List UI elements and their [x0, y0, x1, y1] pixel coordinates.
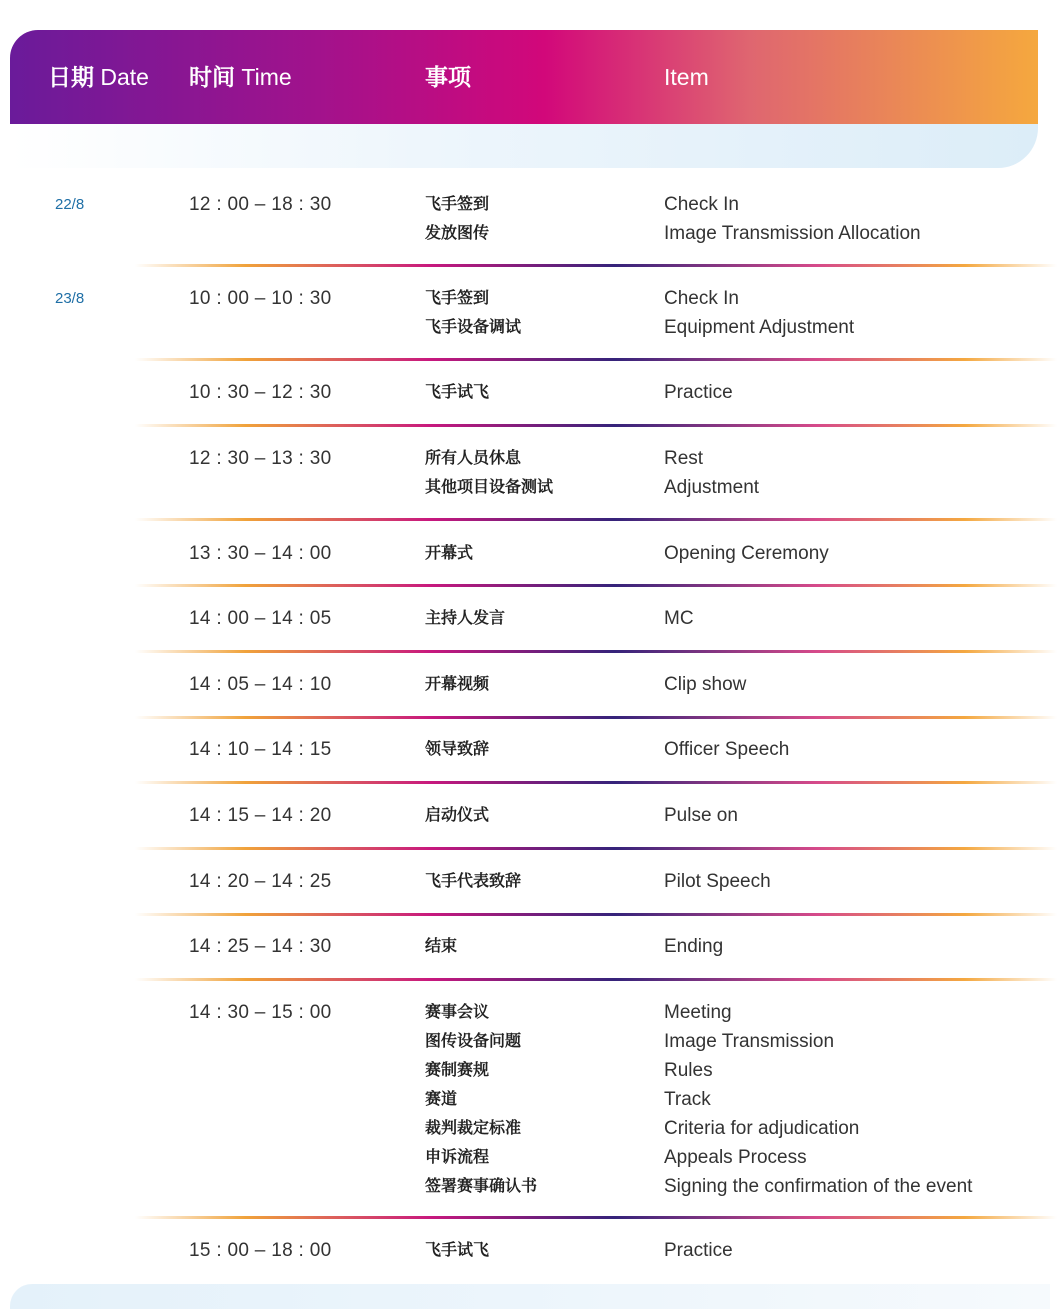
item-cn-line: 启动仪式 [425, 807, 490, 824]
item-cn-line: 飞手签到 [425, 196, 490, 213]
row-item-cn [425, 604, 645, 633]
item-en-line: Practice [664, 382, 733, 403]
row-time: 14 : 00 – 14 : 05 [189, 608, 332, 629]
item-en-line: Rest [664, 448, 704, 469]
item-cn-line: 开幕视频 [425, 676, 490, 693]
item-en-line: Signing the confirmation of the event [664, 1176, 973, 1197]
item-cn-line: 飞手试飞 [425, 384, 490, 401]
item-cn-line: 赛制赛规 [425, 1062, 490, 1079]
header-date-cn: 日期 [48, 64, 94, 90]
row-date: 23/8 [55, 290, 85, 307]
item-en-line: Practice [664, 1240, 733, 1261]
row-divider [135, 978, 1057, 981]
header-underband [10, 124, 1038, 168]
row-item-en [664, 444, 1054, 502]
header-item-cn-label: 事项 [425, 64, 471, 90]
item-cn-line: 发放图传 [425, 225, 490, 242]
item-cn-line: 裁判裁定标准 [425, 1120, 522, 1137]
row-item-en [664, 604, 1054, 633]
row-item-en [664, 1236, 1054, 1265]
row-time: 12 : 00 – 18 : 30 [189, 194, 332, 215]
row-time: 14 : 25 – 14 : 30 [189, 936, 332, 957]
row-item-en [664, 867, 1054, 896]
row-item-en [664, 735, 1054, 764]
row-time: 10 : 00 – 10 : 30 [189, 288, 332, 309]
item-en-line: Image Transmission [664, 1031, 835, 1052]
row-item-cn [425, 801, 645, 830]
row-item-cn [425, 1236, 645, 1265]
row-divider [135, 650, 1057, 653]
row-item-en [664, 670, 1054, 699]
row-item-cn [425, 378, 645, 407]
item-en-line: Check In [664, 288, 739, 309]
item-en-line: Track [664, 1089, 711, 1110]
row-time: 14 : 20 – 14 : 25 [189, 871, 332, 892]
row-item-en [664, 801, 1054, 830]
row-divider [135, 424, 1057, 427]
item-cn-line: 签署赛事确认书 [425, 1178, 538, 1195]
item-en-line: Clip show [664, 674, 747, 695]
item-en-line: MC [664, 608, 694, 629]
row-item-cn [425, 444, 645, 502]
row-date: 22/8 [55, 196, 85, 213]
header-time-cn: 时间 [189, 64, 235, 90]
item-cn-line: 开幕式 [425, 545, 474, 562]
header-date-en: Date [100, 64, 149, 90]
item-cn-line: 图传设备问题 [425, 1033, 522, 1050]
row-time: 10 : 30 – 12 : 30 [189, 382, 332, 403]
row-divider [135, 781, 1057, 784]
header-time-en: Time [241, 64, 292, 90]
row-divider [135, 584, 1057, 587]
row-divider [135, 1216, 1057, 1219]
row-divider [135, 847, 1057, 850]
item-cn-line: 所有人员休息 [425, 450, 522, 467]
row-item-en [664, 539, 1054, 568]
row-item-en [664, 378, 1054, 407]
footer-band [10, 1284, 1050, 1309]
header-date [48, 30, 149, 124]
item-cn-line: 赛道 [425, 1091, 458, 1108]
item-cn-line: 飞手试飞 [425, 1242, 490, 1259]
item-cn-line: 飞手设备调试 [425, 319, 522, 336]
row-time: 14 : 10 – 14 : 15 [189, 739, 332, 760]
row-item-cn [425, 284, 645, 342]
item-en-line: Ending [664, 936, 724, 957]
row-time: 15 : 00 – 18 : 00 [189, 1240, 332, 1261]
item-en-line: Pulse on [664, 805, 738, 826]
row-item-en [664, 998, 1054, 1201]
row-divider [135, 518, 1057, 521]
row-item-cn [425, 539, 645, 568]
item-en-line: Rules [664, 1060, 713, 1081]
item-en-line: Meeting [664, 1002, 732, 1023]
row-item-cn [425, 932, 645, 961]
header-item-en [664, 30, 709, 124]
header-time [189, 30, 292, 124]
table-header-bar [10, 30, 1038, 124]
header-item-cn [425, 30, 471, 124]
item-cn-line: 飞手签到 [425, 290, 490, 307]
row-item-en [664, 190, 1054, 248]
item-cn-line: 申诉流程 [425, 1149, 490, 1166]
item-cn-line: 赛事会议 [425, 1004, 490, 1021]
item-en-line: Officer Speech [664, 739, 790, 760]
item-en-line: Criteria for adjudication [664, 1118, 860, 1139]
row-divider [135, 264, 1057, 267]
row-time: 14 : 05 – 14 : 10 [189, 674, 332, 695]
item-en-line: Appeals Process [664, 1147, 807, 1168]
item-en-line: Equipment Adjustment [664, 317, 855, 338]
row-time: 12 : 30 – 13 : 30 [189, 448, 332, 469]
item-en-line: Pilot Speech [664, 871, 771, 892]
item-en-line: Image Transmission Allocation [664, 223, 921, 244]
item-en-line: Opening Ceremony [664, 543, 829, 564]
row-divider [135, 716, 1057, 719]
row-time: 14 : 30 – 15 : 00 [189, 1002, 332, 1023]
item-en-line: Check In [664, 194, 739, 215]
header-item-en-label: Item [664, 64, 709, 90]
row-divider [135, 913, 1057, 916]
row-item-cn [425, 867, 645, 896]
row-item-en [664, 284, 1054, 342]
row-item-cn [425, 670, 645, 699]
row-time: 13 : 30 – 14 : 00 [189, 543, 332, 564]
item-cn-line: 飞手代表致辞 [425, 873, 522, 890]
item-en-line: Adjustment [664, 477, 760, 498]
item-cn-line: 领导致辞 [425, 741, 490, 758]
item-cn-line: 其他项目设备测试 [425, 479, 554, 496]
item-cn-line: 结束 [425, 938, 458, 955]
item-cn-line: 主持人发言 [425, 610, 506, 627]
row-time: 14 : 15 – 14 : 20 [189, 805, 332, 826]
row-item-cn [425, 190, 645, 248]
row-divider [135, 358, 1057, 361]
row-item-cn [425, 998, 645, 1201]
row-item-cn [425, 735, 645, 764]
row-item-en [664, 932, 1054, 961]
